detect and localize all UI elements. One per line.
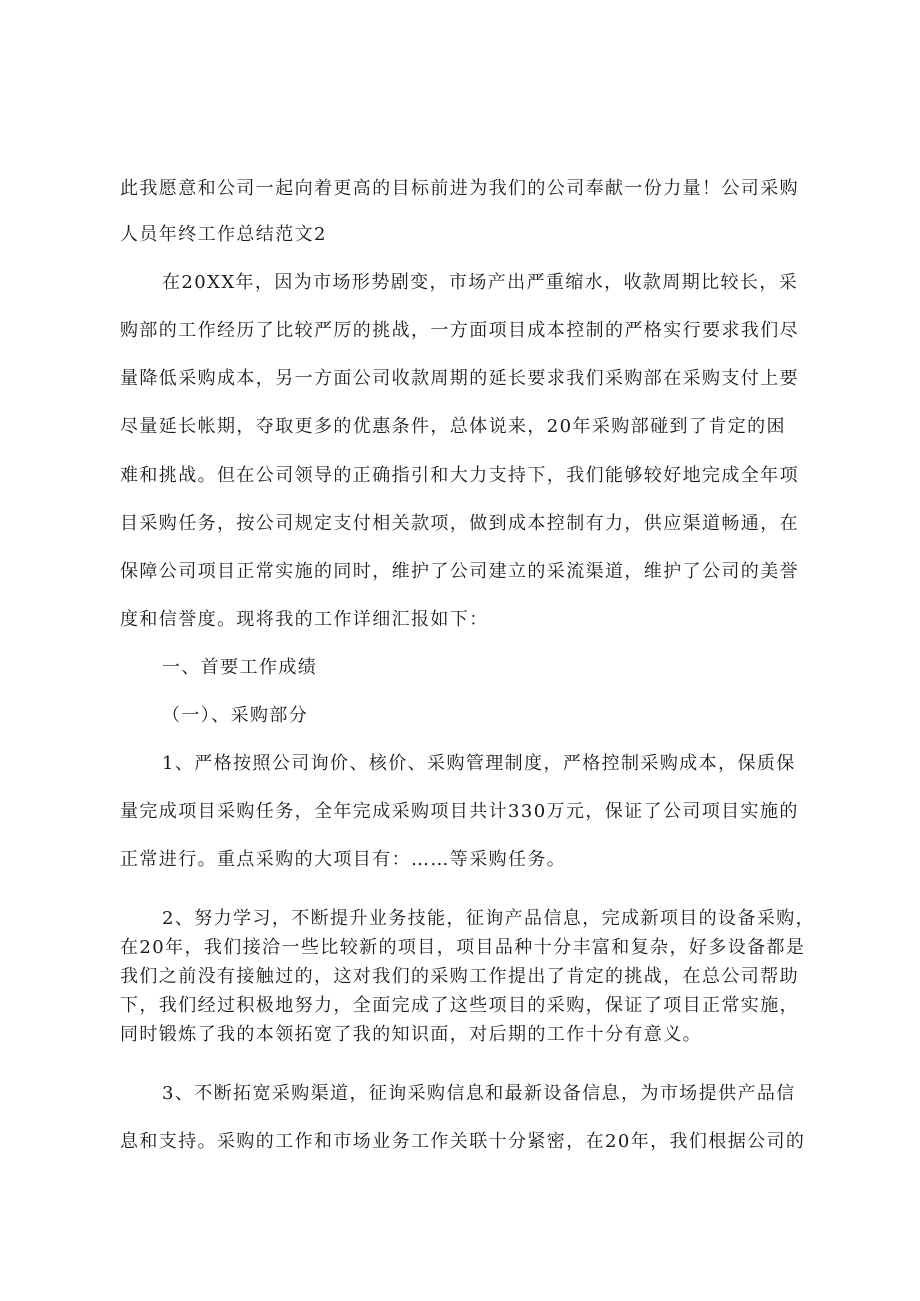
paragraph-line: 度和信誉度。现将我的工作详细汇报如下： xyxy=(120,609,489,630)
paragraph-line: 购部的工作经历了比较严厉的挑战，一方面项目成本控制的严格实行要求我们尽 xyxy=(120,320,799,341)
paragraph-line: 正常进行。重点采购的大项目有：……等采购任务。 xyxy=(120,849,567,870)
paragraph-line: 难和挑战。但在公司领导的正确指引和大力支持下，我们能够较好地完成全年项 xyxy=(120,465,799,486)
paragraph-line: 息和支持。采购的工作和市场业务工作关联十分紧密，在20年，我们根据公司的 xyxy=(120,1131,806,1152)
paragraph-line: 我们之前没有接触过的，这对我们的采购工作提出了肯定的挑战，在总公司帮助 xyxy=(120,966,799,987)
paragraph-line: 2、努力学习，不断提升业务技能，征询产品信息，完成新项目的设备采购， xyxy=(162,908,816,929)
paragraph-line: 尽量延长帐期，夺取更多的优惠条件，总体说来，20年采购部碰到了肯定的困 xyxy=(120,416,786,437)
subheading-line: （一）、采购部分 xyxy=(162,705,309,726)
heading-line: 一、首要工作成绩 xyxy=(162,657,318,678)
paragraph-line: 同时锻炼了我的本领拓宽了我的知识面，对后期的工作十分有意义。 xyxy=(120,1024,702,1045)
paragraph-line: 3、不断拓宽采购渠道，征询采购信息和最新设备信息，为市场提供产品信 xyxy=(162,1083,796,1104)
text-line: 此我愿意和公司一起向着更高的目标前进为我们的公司奉献一份力量！公司采购 xyxy=(120,178,799,199)
paragraph-line: 在20年，我们接洽一些比较新的项目，项目品种十分丰富和复杂，好多设备都是 xyxy=(120,937,806,958)
paragraph-line: 在20XX年，因为市场形势剧变，市场产出严重缩水，收款周期比较长，采 xyxy=(162,272,799,293)
section-title-line: 人员年终工作总结范文2 xyxy=(120,224,327,245)
paragraph-line: 1、严格按照公司询价、核价、采购管理制度，严格控制采购成本，保质保 xyxy=(162,753,796,774)
paragraph-line: 目采购任务，按公司规定支付相关款项，做到成本控制有力，供应渠道畅通，在 xyxy=(120,513,799,534)
paragraph-line: 量完成项目采购任务，全年完成采购项目共计330万元，保证了公司项目实施的 xyxy=(120,801,799,822)
paragraph-line: 下，我们经过积极地努力，全面完成了这些项目的采购，保证了项目正常实施， xyxy=(120,995,799,1016)
paragraph-line: 量降低采购成本，另一方面公司收款周期的延长要求我们采购部在采购支付上要 xyxy=(120,368,799,389)
paragraph-line: 保障公司项目正常实施的同时，维护了公司建立的采流渠道，维护了公司的美誉 xyxy=(120,561,799,582)
